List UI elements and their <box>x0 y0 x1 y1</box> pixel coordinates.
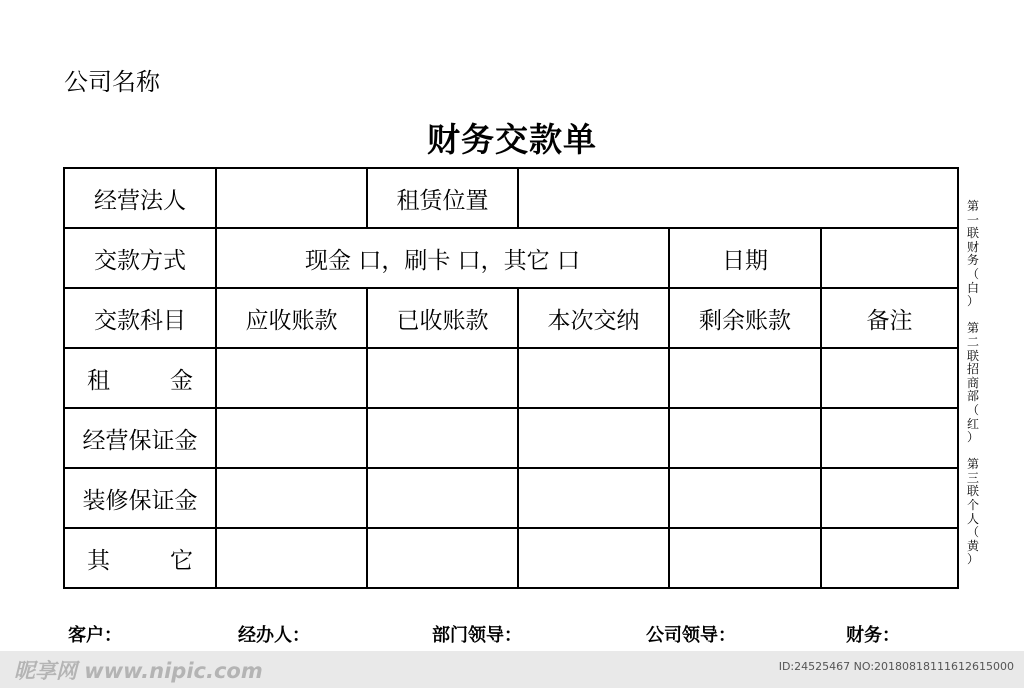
side-note-char: 第 <box>966 321 979 336</box>
header-current-payment: 本次交纳 <box>518 288 669 348</box>
header-remarks: 备注 <box>821 288 958 348</box>
side-note-char: 个 <box>966 498 979 513</box>
label-payment-subject: 交款科目 <box>64 288 216 348</box>
label-payment-method: 交款方式 <box>64 228 216 288</box>
table-row <box>64 168 958 228</box>
signature-handler: 经办人： <box>238 625 310 646</box>
table-row <box>64 528 958 588</box>
side-note-char: 联 <box>966 226 979 241</box>
side-note-char: 黄 <box>966 538 979 553</box>
cell-rent-received[interactable] <box>367 348 518 408</box>
cell-rent-remaining[interactable] <box>669 348 821 408</box>
field-lease-location[interactable] <box>518 168 958 228</box>
side-note-char: ） <box>966 552 979 567</box>
field-legal-person[interactable] <box>216 168 367 228</box>
watermark-id: ID:24525467 NO:20180818111612615000 <box>778 660 1014 673</box>
label-date: 日期 <box>669 228 821 288</box>
side-note-char: ） <box>966 430 979 445</box>
cell-other-receivable[interactable] <box>216 528 367 588</box>
signature-finance: 财务： <box>846 625 900 646</box>
cell-op-remaining[interactable] <box>669 408 821 468</box>
side-note-char <box>963 445 983 459</box>
header-remaining: 剩余账款 <box>669 288 821 348</box>
label-rent <box>64 348 216 408</box>
payment-form-table <box>63 167 959 589</box>
side-note-char: 二 <box>966 334 979 349</box>
side-note-char: 红 <box>966 416 979 431</box>
company-name: 公司名称 <box>64 68 160 96</box>
cell-fit-remaining[interactable] <box>669 468 821 528</box>
side-note-char: 一 <box>966 212 979 227</box>
side-note-char: 财 <box>966 239 979 254</box>
label-operating-deposit: 经营保证金 <box>64 408 216 468</box>
cell-rent-receivable[interactable] <box>216 348 367 408</box>
cell-other-received[interactable] <box>367 528 518 588</box>
cell-op-receivable[interactable] <box>216 408 367 468</box>
side-note-char: 三 <box>966 470 979 485</box>
cell-other-remarks[interactable] <box>821 528 958 588</box>
signature-dept-leader: 部门领导： <box>432 625 522 646</box>
side-note-char: 人 <box>966 511 979 526</box>
side-note-char: 招 <box>966 362 979 377</box>
cell-fit-current[interactable] <box>518 468 669 528</box>
cell-rent-remarks[interactable] <box>821 348 958 408</box>
table-row <box>64 348 958 408</box>
side-note-char: 第 <box>966 199 979 213</box>
table-row <box>64 288 958 348</box>
side-note-char: （ <box>966 402 979 417</box>
field-date[interactable] <box>821 228 958 288</box>
cell-fit-received[interactable] <box>367 468 518 528</box>
table-row <box>64 408 958 468</box>
form-title: 财务交款单 <box>427 120 597 159</box>
side-note-char: 商 <box>966 375 979 390</box>
cell-op-remarks[interactable] <box>821 408 958 468</box>
label-other <box>64 528 216 588</box>
side-note-char: 白 <box>966 280 979 295</box>
label-legal-person: 经营法人 <box>64 168 216 228</box>
watermark-logo: 昵享网 www.nipic.com <box>14 659 263 683</box>
header-received: 已收账款 <box>367 288 518 348</box>
header-receivable: 应收账款 <box>216 288 367 348</box>
side-note-char: 联 <box>966 348 979 363</box>
side-note-char <box>963 309 983 323</box>
label-renovation-deposit: 装修保证金 <box>64 468 216 528</box>
cell-other-remaining[interactable] <box>669 528 821 588</box>
table-row <box>64 228 958 288</box>
table-row <box>64 468 958 528</box>
side-note-char: （ <box>966 266 979 281</box>
signature-company-leader: 公司领导： <box>646 625 736 646</box>
cell-other-current[interactable] <box>518 528 669 588</box>
side-note-char: ） <box>966 294 979 309</box>
label-other-char-2: 它 <box>170 547 193 574</box>
label-rent-char-1: 租 <box>87 367 110 394</box>
cell-fit-receivable[interactable] <box>216 468 367 528</box>
side-note-char: （ <box>966 525 979 540</box>
copy-distribution-note <box>963 200 983 567</box>
payment-method-options[interactable]: 现金 口，刷卡 口，其它 口 <box>216 228 669 288</box>
side-note-char: 务 <box>966 253 979 268</box>
label-rent-char-2: 金 <box>170 367 193 394</box>
cell-rent-current[interactable] <box>518 348 669 408</box>
side-note-char: 联 <box>966 484 979 499</box>
cell-op-received[interactable] <box>367 408 518 468</box>
cell-op-current[interactable] <box>518 408 669 468</box>
side-note-char: 第 <box>966 457 979 472</box>
side-note-char: 部 <box>966 389 979 404</box>
label-lease-location: 租赁位置 <box>367 168 518 228</box>
cell-fit-remarks[interactable] <box>821 468 958 528</box>
signature-customer: 客户： <box>68 625 122 646</box>
label-other-char-1: 其 <box>87 547 110 574</box>
